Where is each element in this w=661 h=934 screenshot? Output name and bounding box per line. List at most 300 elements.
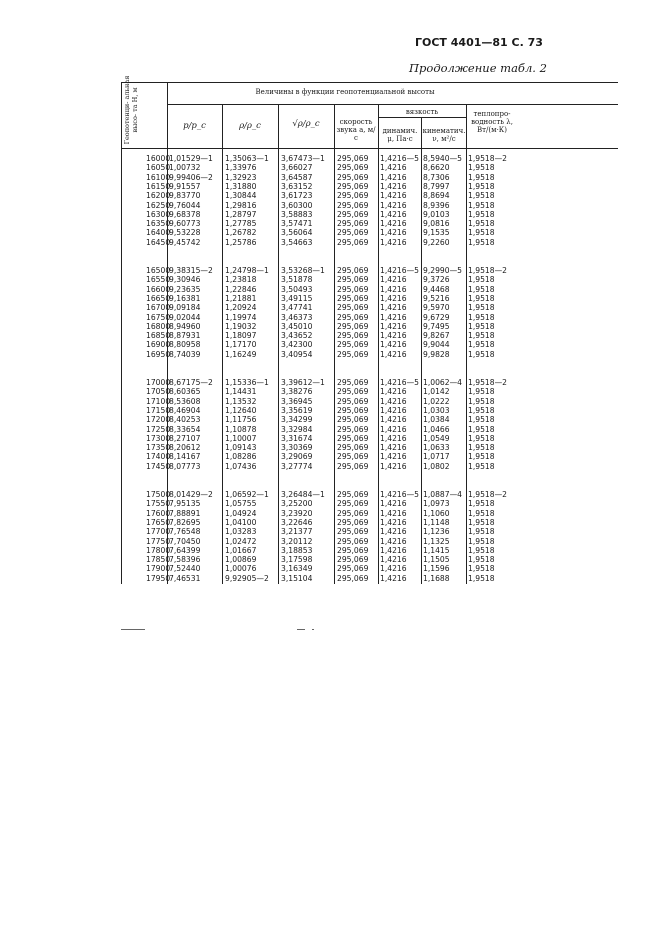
sound-speed-cell: 295,069 — [337, 349, 369, 359]
kinematic-viscosity-cell: 8,5940—5 — [423, 154, 462, 163]
density-ratio-cell: 1,20924 — [225, 303, 257, 313]
dynamic-viscosity-cell: 1,4216 — [380, 209, 407, 219]
sound-speed-cell: 295,069 — [337, 461, 369, 471]
sound-speed-cell: 295,069 — [337, 415, 369, 425]
sqrt-density-cell: 3,25200 — [281, 499, 313, 509]
kinematic-viscosity-header: кинематич. ν, м²/с — [422, 127, 466, 143]
density-ratio-cell: 1,06592—1 — [225, 490, 269, 499]
dynamic-viscosity-cell: 1,4216 — [380, 349, 407, 359]
sound-speed-cell: 295,069 — [337, 555, 369, 565]
pressure-ratio-cell: 7,95135 — [169, 499, 201, 509]
pressure-ratio-cell: 8,33654 — [169, 424, 201, 434]
kinematic-viscosity-cell: 1,1415 — [423, 545, 450, 555]
density-ratio-cell: 1,11756 — [225, 415, 257, 425]
thermal-conductivity-cell: 1,9518 — [468, 340, 495, 350]
sqrt-density-cell: 3,27774 — [281, 461, 313, 471]
kinematic-viscosity-cell: 1,0717 — [423, 452, 450, 462]
thermal-conductivity-cell: 1,9518 — [468, 237, 495, 247]
dynamic-viscosity-cell: 1,4216—5 — [380, 154, 419, 163]
height-cell: 17550 — [146, 499, 171, 509]
thermal-conductivity-cell: 1,9518 — [468, 209, 495, 219]
thermal-conductivity-cell: 1,9518 — [468, 321, 495, 331]
dynamic-viscosity-cell: 1,4216 — [380, 555, 407, 565]
height-cell: 16500 — [146, 266, 171, 275]
dynamic-viscosity-cell: 1,4216 — [380, 312, 407, 322]
pressure-ratio-cell: 7,76548 — [169, 527, 201, 537]
kinematic-viscosity-cell: 8,8694 — [423, 191, 450, 201]
density-ratio-cell: 1,27785 — [225, 219, 257, 229]
col-rule-2 — [222, 104, 223, 584]
col-rule-4 — [334, 104, 335, 584]
pressure-ratio-header: p/p_c — [183, 121, 206, 131]
sqrt-density-cell: 3,61723 — [281, 191, 313, 201]
sqrt-density-cell: 3,64587 — [281, 172, 313, 182]
table-continuation-title: Продолжение табл. 2 — [409, 61, 547, 75]
pressure-ratio-cell: 9,09184 — [169, 303, 201, 313]
height-cell: 17200 — [146, 415, 171, 425]
dynamic-viscosity-cell: 1,4216—5 — [380, 490, 419, 499]
height-cell: 16700 — [146, 303, 171, 313]
kinematic-viscosity-cell: 1,1596 — [423, 564, 450, 574]
kinematic-viscosity-cell: 9,3726 — [423, 275, 450, 285]
density-ratio-cell: 1,28797 — [225, 209, 257, 219]
sqrt-density-cell: 3,40954 — [281, 349, 313, 359]
density-ratio-cell: 1,23818 — [225, 275, 257, 285]
sound-speed-cell: 295,069 — [337, 275, 369, 285]
height-cell: 17450 — [146, 461, 171, 471]
sound-speed-cell: 295,069 — [337, 181, 369, 191]
density-ratio-cell: 1,05755 — [225, 499, 257, 509]
height-cell: 17850 — [146, 555, 171, 565]
sound-speed-cell: 295,069 — [337, 219, 369, 229]
sqrt-density-cell: 3,22646 — [281, 517, 313, 527]
kinematic-viscosity-cell: 9,2990—5 — [423, 266, 462, 275]
sound-speed-cell: 295,069 — [337, 490, 369, 499]
kinematic-viscosity-cell: 9,1535 — [423, 228, 450, 238]
kinematic-viscosity-cell: 9,4468 — [423, 284, 450, 294]
dynamic-viscosity-cell: 1,4216 — [380, 415, 407, 425]
dynamic-viscosity-cell: 1,4216 — [380, 340, 407, 350]
pressure-ratio-cell: 7,82695 — [169, 517, 201, 527]
dynamic-viscosity-cell: 1,4216 — [380, 331, 407, 341]
kinematic-viscosity-cell: 9,5216 — [423, 293, 450, 303]
sqrt-density-cell: 3,56064 — [281, 228, 313, 238]
dynamic-viscosity-cell: 1,4216 — [380, 396, 407, 406]
kinematic-viscosity-cell: 1,0062—4 — [423, 378, 462, 387]
density-ratio-cell: 1,30844 — [225, 191, 257, 201]
sound-speed-cell: 295,069 — [337, 228, 369, 238]
height-cell: 17050 — [146, 387, 171, 397]
sound-speed-cell: 295,069 — [337, 378, 369, 387]
thermal-conductivity-cell: 1,9518 — [468, 219, 495, 229]
height-cell: 16000 — [146, 154, 171, 163]
sound-speed-cell: 295,069 — [337, 340, 369, 350]
density-ratio-cell: 1,04924 — [225, 508, 257, 518]
dynamic-viscosity-cell: 1,4216 — [380, 443, 407, 453]
sound-speed-cell: 295,069 — [337, 536, 369, 546]
kinematic-viscosity-cell: 9,6729 — [423, 312, 450, 322]
pressure-ratio-cell: 7,70450 — [169, 536, 201, 546]
thermal-conductivity-cell: 1,9518 — [468, 303, 495, 313]
density-ratio-cell: 1,12640 — [225, 405, 257, 415]
density-ratio-cell: 1,18097 — [225, 331, 257, 341]
density-ratio-header: ρ/ρ_c — [239, 121, 261, 131]
thermal-conductivity-cell: 1,9518 — [468, 452, 495, 462]
density-ratio-cell: 1,00076 — [225, 564, 257, 574]
kinematic-viscosity-cell: 1,0466 — [423, 424, 450, 434]
thermal-conductivity-cell: 1,9518 — [468, 396, 495, 406]
kinematic-viscosity-cell: 9,8267 — [423, 331, 450, 341]
pressure-ratio-cell: 8,01429—2 — [169, 490, 213, 499]
sqrt-density-cell: 3,46373 — [281, 312, 313, 322]
density-ratio-cell: 1,07436 — [225, 461, 257, 471]
sound-speed-cell: 295,069 — [337, 545, 369, 555]
kinematic-viscosity-cell: 8,6620 — [423, 163, 450, 173]
sqrt-density-cell: 3,57471 — [281, 219, 313, 229]
sound-speed-cell: 295,069 — [337, 405, 369, 415]
sqrt-density-cell: 3,21377 — [281, 527, 313, 537]
thermal-conductivity-cell: 1,9518 — [468, 181, 495, 191]
density-ratio-cell: 1,24798—1 — [225, 266, 269, 275]
sound-speed-cell: 295,069 — [337, 564, 369, 574]
pressure-ratio-cell: 9,99406—2 — [169, 172, 213, 182]
dynamic-viscosity-cell: 1,4216 — [380, 275, 407, 285]
footer-mark-dot — [312, 629, 314, 630]
pressure-ratio-cell: 9,45742 — [169, 237, 201, 247]
density-ratio-cell: 1,14431 — [225, 387, 257, 397]
thermal-conductivity-cell: 1,9518 — [468, 545, 495, 555]
thermal-conductivity-cell: 1,9518 — [468, 349, 495, 359]
thermal-conductivity-cell: 1,9518 — [468, 555, 495, 565]
density-ratio-cell: 1,15336—1 — [225, 378, 269, 387]
sound-speed-cell: 295,069 — [337, 321, 369, 331]
sqrt-density-cell: 3,60300 — [281, 200, 313, 210]
height-cell: 16200 — [146, 191, 171, 201]
kinematic-viscosity-cell: 1,1325 — [423, 536, 450, 546]
kinematic-viscosity-cell: 1,0549 — [423, 433, 450, 443]
sqrt-density-cell: 3,23920 — [281, 508, 313, 518]
dynamic-viscosity-cell: 1,4216 — [380, 219, 407, 229]
dynamic-viscosity-cell: 1,4216 — [380, 191, 407, 201]
kinematic-viscosity-cell: 1,0887—4 — [423, 490, 462, 499]
sqrt-density-cell: 3,45010 — [281, 321, 313, 331]
col-rule-5 — [378, 104, 379, 584]
kinematic-viscosity-cell: 1,0973 — [423, 499, 450, 509]
dynamic-viscosity-cell: 1,4216 — [380, 181, 407, 191]
dynamic-viscosity-cell: 1,4216 — [380, 508, 407, 518]
height-cell: 17000 — [146, 378, 171, 387]
density-ratio-cell: 1,25786 — [225, 237, 257, 247]
pressure-ratio-cell: 9,60773 — [169, 219, 201, 229]
dynamic-viscosity-cell: 1,4216 — [380, 321, 407, 331]
height-cell: 17150 — [146, 405, 171, 415]
group-header-rule — [167, 104, 618, 105]
header-bottom-rule — [121, 148, 618, 149]
kinematic-viscosity-cell: 8,7997 — [423, 181, 450, 191]
height-cell: 16550 — [146, 275, 171, 285]
height-cell: 17600 — [146, 508, 171, 518]
height-column-header: Геопотенци- альная высо- та H, м — [123, 75, 139, 145]
pressure-ratio-cell: 9,53228 — [169, 228, 201, 238]
sqrt-density-cell: 3,42300 — [281, 340, 313, 350]
density-ratio-cell: 1,29816 — [225, 200, 257, 210]
sqrt-density-cell: 3,51878 — [281, 275, 313, 285]
density-ratio-cell: 1,21881 — [225, 293, 257, 303]
height-cell: 16400 — [146, 228, 171, 238]
sound-speed-cell: 295,069 — [337, 396, 369, 406]
dynamic-viscosity-cell: 1,4216 — [380, 517, 407, 527]
pressure-ratio-cell: 9,16381 — [169, 293, 201, 303]
pressure-ratio-cell: 7,52440 — [169, 564, 201, 574]
thermal-conductivity-cell: 1,9518 — [468, 461, 495, 471]
kinematic-viscosity-cell: 1,0384 — [423, 415, 450, 425]
pressure-ratio-cell: 9,76044 — [169, 200, 201, 210]
height-cell: 17650 — [146, 517, 171, 527]
height-cell: 16100 — [146, 172, 171, 182]
table-left-rule — [121, 82, 122, 584]
height-cell: 16450 — [146, 237, 171, 247]
height-cell: 16850 — [146, 331, 171, 341]
dynamic-viscosity-cell: 1,4216—5 — [380, 266, 419, 275]
pressure-ratio-cell: 8,87931 — [169, 331, 201, 341]
dynamic-viscosity-cell: 1,4216 — [380, 303, 407, 313]
pressure-ratio-cell: 9,23635 — [169, 284, 201, 294]
sqrt-density-cell: 3,29069 — [281, 452, 313, 462]
sqrt-density-cell: 3,18853 — [281, 545, 313, 555]
density-ratio-cell: 1,13532 — [225, 396, 257, 406]
dynamic-viscosity-cell: 1,4216 — [380, 527, 407, 537]
thermal-conductivity-cell: 1,9518 — [468, 573, 495, 583]
height-cell: 17800 — [146, 545, 171, 555]
pressure-ratio-cell: 9,38315—2 — [169, 266, 213, 275]
dynamic-viscosity-cell: 1,4216 — [380, 200, 407, 210]
height-cell: 16350 — [146, 219, 171, 229]
pressure-ratio-cell: 1,01529—1 — [169, 154, 213, 163]
height-cell: 16600 — [146, 284, 171, 294]
sqrt-density-cell: 3,39612—1 — [281, 378, 325, 387]
thermal-conductivity-cell: 1,9518 — [468, 284, 495, 294]
density-ratio-cell: 1,19032 — [225, 321, 257, 331]
sqrt-density-cell: 3,15104 — [281, 573, 313, 583]
kinematic-viscosity-cell: 1,1505 — [423, 555, 450, 565]
sqrt-density-cell: 3,30369 — [281, 443, 313, 453]
height-cell: 17700 — [146, 527, 171, 537]
thermal-conductivity-cell: 1,9518 — [468, 415, 495, 425]
height-cell: 16950 — [146, 349, 171, 359]
page-reference: ГОСТ 4401—81 С. 73 — [415, 36, 543, 49]
pressure-ratio-cell: 8,20612 — [169, 443, 201, 453]
thermal-conductivity-cell: 1,9518 — [468, 405, 495, 415]
sqrt-density-cell: 3,34299 — [281, 415, 313, 425]
viscosity-header: вязкость — [405, 108, 439, 116]
height-cell: 17750 — [146, 536, 171, 546]
height-cell: 16650 — [146, 293, 171, 303]
density-ratio-cell: 1,19974 — [225, 312, 257, 322]
sound-speed-cell: 295,069 — [337, 499, 369, 509]
pressure-ratio-cell: 8,74039 — [169, 349, 201, 359]
thermal-conductivity-cell: 1,9518 — [468, 163, 495, 173]
thermal-conductivity-cell: 1,9518 — [468, 499, 495, 509]
footer-mark-right — [297, 629, 305, 630]
sound-speed-cell: 295,069 — [337, 303, 369, 313]
density-ratio-cell: 1,00869 — [225, 555, 257, 565]
kinematic-viscosity-cell: 1,0303 — [423, 405, 450, 415]
pressure-ratio-cell: 8,14167 — [169, 452, 201, 462]
height-cell: 17900 — [146, 564, 171, 574]
height-cell: 17300 — [146, 433, 171, 443]
height-cell: 17250 — [146, 424, 171, 434]
density-ratio-cell: 1,32923 — [225, 172, 257, 182]
thermal-conductivity-cell: 1,9518 — [468, 172, 495, 182]
sound-speed-cell: 295,069 — [337, 443, 369, 453]
thermal-conductivity-cell: 1,9518 — [468, 200, 495, 210]
pressure-ratio-cell: 8,67175—2 — [169, 378, 213, 387]
dynamic-viscosity-cell: 1,4216—5 — [380, 378, 419, 387]
sound-speed-cell: 295,069 — [337, 163, 369, 173]
dynamic-viscosity-cell: 1,4216 — [380, 293, 407, 303]
sound-speed-cell: 295,069 — [337, 517, 369, 527]
dynamic-viscosity-cell: 1,4216 — [380, 228, 407, 238]
kinematic-viscosity-cell: 1,0142 — [423, 387, 450, 397]
sound-speed-cell: 295,069 — [337, 293, 369, 303]
thermal-conductivity-cell: 1,9518 — [468, 191, 495, 201]
pressure-ratio-cell: 7,64399 — [169, 545, 201, 555]
thermal-conductivity-cell: 1,9518 — [468, 331, 495, 341]
pressure-ratio-cell: 9,91557 — [169, 181, 201, 191]
dynamic-viscosity-cell: 1,4216 — [380, 433, 407, 443]
kinematic-viscosity-cell: 9,9044 — [423, 340, 450, 350]
sqrt-density-header: √ρ/ρ_c — [292, 119, 320, 129]
height-cell: 17500 — [146, 490, 171, 499]
viscosity-header-rule — [378, 117, 466, 118]
thermal-conductivity-cell: 1,9518 — [468, 275, 495, 285]
height-cell: 17950 — [146, 573, 171, 583]
table-top-rule — [121, 82, 618, 83]
kinematic-viscosity-cell: 9,2260 — [423, 237, 450, 247]
thermal-conductivity-cell: 1,9518 — [468, 564, 495, 574]
density-ratio-cell: 1,09143 — [225, 443, 257, 453]
pressure-ratio-cell: 9,83770 — [169, 191, 201, 201]
sqrt-density-cell: 3,17598 — [281, 555, 313, 565]
density-ratio-cell: 1,33976 — [225, 163, 257, 173]
thermal-conductivity-header: теплопро- водность λ, Вт/(м·К) — [471, 110, 513, 134]
density-ratio-cell: 1,02472 — [225, 536, 257, 546]
sqrt-density-cell: 3,26484—1 — [281, 490, 325, 499]
sound-speed-cell: 295,069 — [337, 424, 369, 434]
thermal-conductivity-cell: 1,9518 — [468, 433, 495, 443]
dynamic-viscosity-cell: 1,4216 — [380, 387, 407, 397]
sound-speed-cell: 295,069 — [337, 573, 369, 583]
pressure-ratio-cell: 1,00732 — [169, 163, 201, 173]
density-ratio-cell: 1,03283 — [225, 527, 257, 537]
kinematic-viscosity-cell: 1,0222 — [423, 396, 450, 406]
sound-speed-cell: 295,069 — [337, 387, 369, 397]
sound-speed-cell: 295,069 — [337, 154, 369, 163]
height-cell: 16250 — [146, 200, 171, 210]
pressure-ratio-cell: 8,07773 — [169, 461, 201, 471]
col-rule-6 — [421, 117, 422, 584]
thermal-conductivity-cell: 1,9518—2 — [468, 266, 507, 275]
sound-speed-cell: 295,069 — [337, 312, 369, 322]
dynamic-viscosity-cell: 1,4216 — [380, 461, 407, 471]
col-rule-7 — [466, 104, 467, 584]
height-cell: 17400 — [146, 452, 171, 462]
density-ratio-cell: 1,01667 — [225, 545, 257, 555]
col-rule-3 — [278, 104, 279, 584]
dynamic-viscosity-cell: 1,4216 — [380, 172, 407, 182]
height-cell: 16150 — [146, 181, 171, 191]
dynamic-viscosity-cell: 1,4216 — [380, 452, 407, 462]
density-ratio-cell: 1,08286 — [225, 452, 257, 462]
kinematic-viscosity-cell: 9,0816 — [423, 219, 450, 229]
sound-speed-cell: 295,069 — [337, 172, 369, 182]
thermal-conductivity-cell: 1,9518 — [468, 527, 495, 537]
height-cell: 16050 — [146, 163, 171, 173]
density-ratio-cell: 1,31880 — [225, 181, 257, 191]
thermal-conductivity-cell: 1,9518—2 — [468, 490, 507, 499]
sqrt-density-cell: 3,43652 — [281, 331, 313, 341]
sound-speed-cell: 295,069 — [337, 284, 369, 294]
pressure-ratio-cell: 8,40253 — [169, 415, 201, 425]
thermal-conductivity-cell: 1,9518 — [468, 508, 495, 518]
kinematic-viscosity-cell: 9,7495 — [423, 321, 450, 331]
dynamic-viscosity-cell: 1,4216 — [380, 545, 407, 555]
kinematic-viscosity-cell: 1,0802 — [423, 461, 450, 471]
thermal-conductivity-cell: 1,9518 — [468, 293, 495, 303]
height-cell: 16800 — [146, 321, 171, 331]
thermal-conductivity-cell: 1,9518—2 — [468, 154, 507, 163]
pressure-ratio-cell: 9,02044 — [169, 312, 201, 322]
sound-speed-cell: 295,069 — [337, 331, 369, 341]
sound-speed-cell: 295,069 — [337, 209, 369, 219]
sqrt-density-cell: 3,67473—1 — [281, 154, 325, 163]
thermal-conductivity-cell: 1,9518 — [468, 312, 495, 322]
sound-speed-cell: 295,069 — [337, 508, 369, 518]
dynamic-viscosity-cell: 1,4216 — [380, 499, 407, 509]
thermal-conductivity-cell: 1,9518 — [468, 228, 495, 238]
kinematic-viscosity-cell: 1,1148 — [423, 517, 450, 527]
pressure-ratio-cell: 7,46531 — [169, 573, 201, 583]
dynamic-viscosity-cell: 1,4216 — [380, 424, 407, 434]
density-ratio-cell: 1,35063—1 — [225, 154, 269, 163]
sqrt-density-cell: 3,20112 — [281, 536, 313, 546]
sqrt-density-cell: 3,66027 — [281, 163, 313, 173]
sqrt-density-cell: 3,53268—1 — [281, 266, 325, 275]
pressure-ratio-cell: 8,60365 — [169, 387, 201, 397]
height-cell: 17100 — [146, 396, 171, 406]
height-cell: 16900 — [146, 340, 171, 350]
pressure-ratio-cell: 9,68378 — [169, 209, 201, 219]
pressure-ratio-cell: 8,27107 — [169, 433, 201, 443]
kinematic-viscosity-cell: 1,1236 — [423, 527, 450, 537]
density-ratio-cell: 1,04100 — [225, 517, 257, 527]
pressure-ratio-cell: 8,46904 — [169, 405, 201, 415]
dynamic-viscosity-cell: 1,4216 — [380, 536, 407, 546]
kinematic-viscosity-cell: 1,1688 — [423, 573, 450, 583]
pressure-ratio-cell: 9,30946 — [169, 275, 201, 285]
sound-speed-header: скорость звука a, м/с — [336, 118, 376, 142]
thermal-conductivity-cell: 1,9518 — [468, 517, 495, 527]
thermal-conductivity-cell: 1,9518 — [468, 443, 495, 453]
kinematic-viscosity-cell: 8,7306 — [423, 172, 450, 182]
sound-speed-cell: 295,069 — [337, 527, 369, 537]
thermal-conductivity-cell: 1,9518 — [468, 424, 495, 434]
sqrt-density-cell: 3,50493 — [281, 284, 313, 294]
group-header: Величины в функции геопотенциальной высоты — [255, 88, 435, 96]
kinematic-viscosity-cell: 8,9396 — [423, 200, 450, 210]
height-cell: 16300 — [146, 209, 171, 219]
kinematic-viscosity-cell: 9,5970 — [423, 303, 450, 313]
